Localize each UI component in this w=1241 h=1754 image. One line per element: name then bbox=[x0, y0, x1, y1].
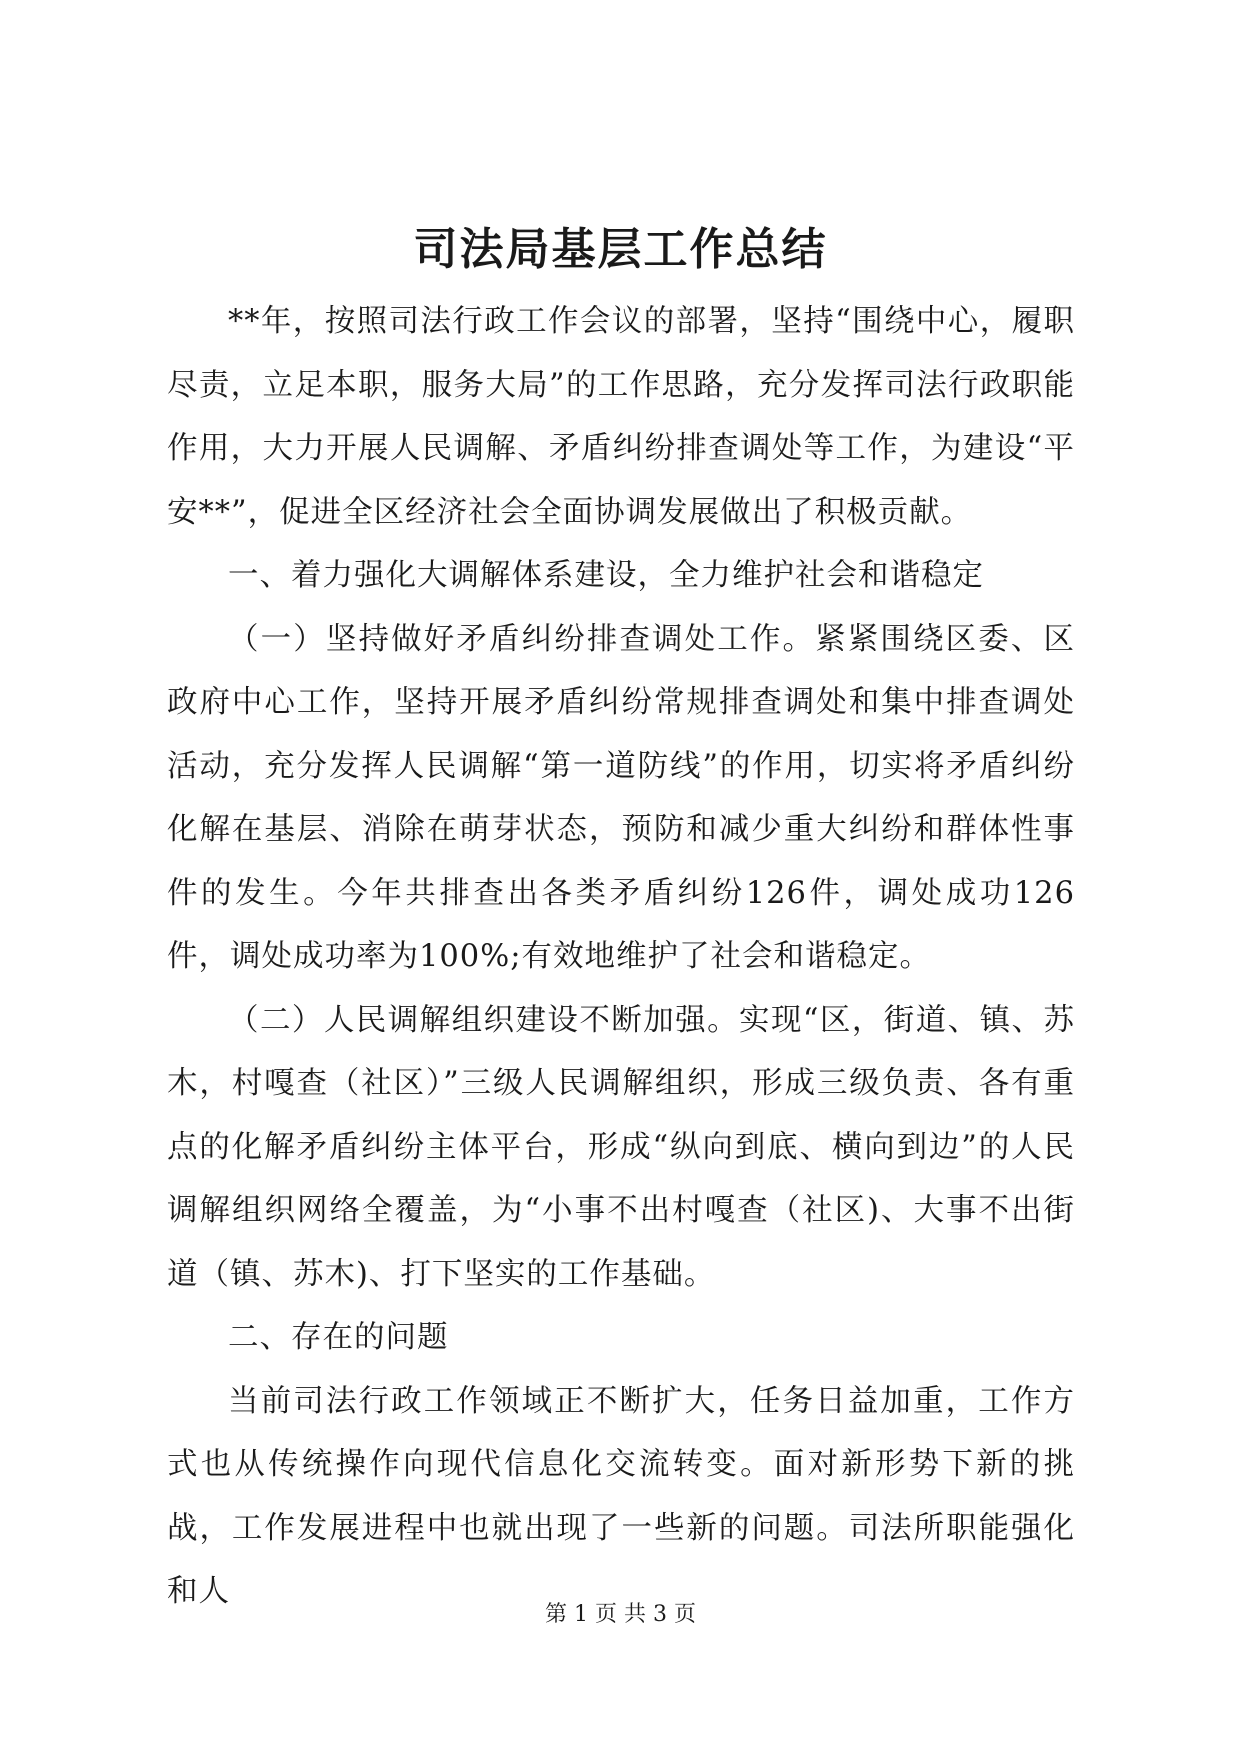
problems-paragraph: 当前司法行政工作领域正不断扩大，任务日益加重，工作方式也从传统操作向现代信息化交流转变。面对新形势下新的挑战，工作发展进程中也就出现了一些新的问题。司法所职能强化和人 bbox=[167, 1383, 1075, 1609]
section-heading-2: 二、存在的问题 bbox=[228, 1320, 449, 1355]
section-heading-1: 一、着力强化大调解体系建设，全力维护社会和谐稳定 bbox=[228, 558, 984, 593]
intro-paragraph: **年，按照司法行政工作会议的部署，坚持“围绕中心，履职尽责，立足本职，服务大局”的工作思路，充分发挥司法行政职能作用，大力开展人民调解、矛盾纠纷排查调处等工作，为建设“平安**”，促进全区经济社会全面协调发展做出了积极贡献。 bbox=[167, 304, 1075, 530]
document-title: 司法局基层工作总结 bbox=[413, 224, 828, 275]
subsection-paragraph-2: （二）人民调解组织建设不断加强。实现“区，街道、镇、苏木，村嘎查（社区）”三级人民调解组织，形成三级负责、各有重点的化解矛盾纠纷主体平台，形成“纵向到底、横向到边”的人民调解组织网络全覆盖，为“小事不出村嘎查（社区)、大事不出街道（镇、苏木)、打下坚实的工作基础。 bbox=[167, 1002, 1075, 1292]
document-body bbox=[167, 290, 1075, 1624]
subsection-paragraph-1: （一）坚持做好矛盾纠纷排查调处工作。紧紧围绕区委、区政府中心工作，坚持开展矛盾纠纷常规排查调处和集中排查调处活动，充分发挥人民调解“第一道防线”的作用，切实将矛盾纠纷化解在基层、消除在萌芽状态，预防和减少重大纠纷和群体性事件的发生。今年共排查出各类矛盾纠纷126件，调处成功126件，调处成功率为100%;有效地维护了社会和谐稳定。 bbox=[167, 621, 1075, 974]
page-footer: 第 1 页 共 3 页 bbox=[545, 1602, 696, 1627]
